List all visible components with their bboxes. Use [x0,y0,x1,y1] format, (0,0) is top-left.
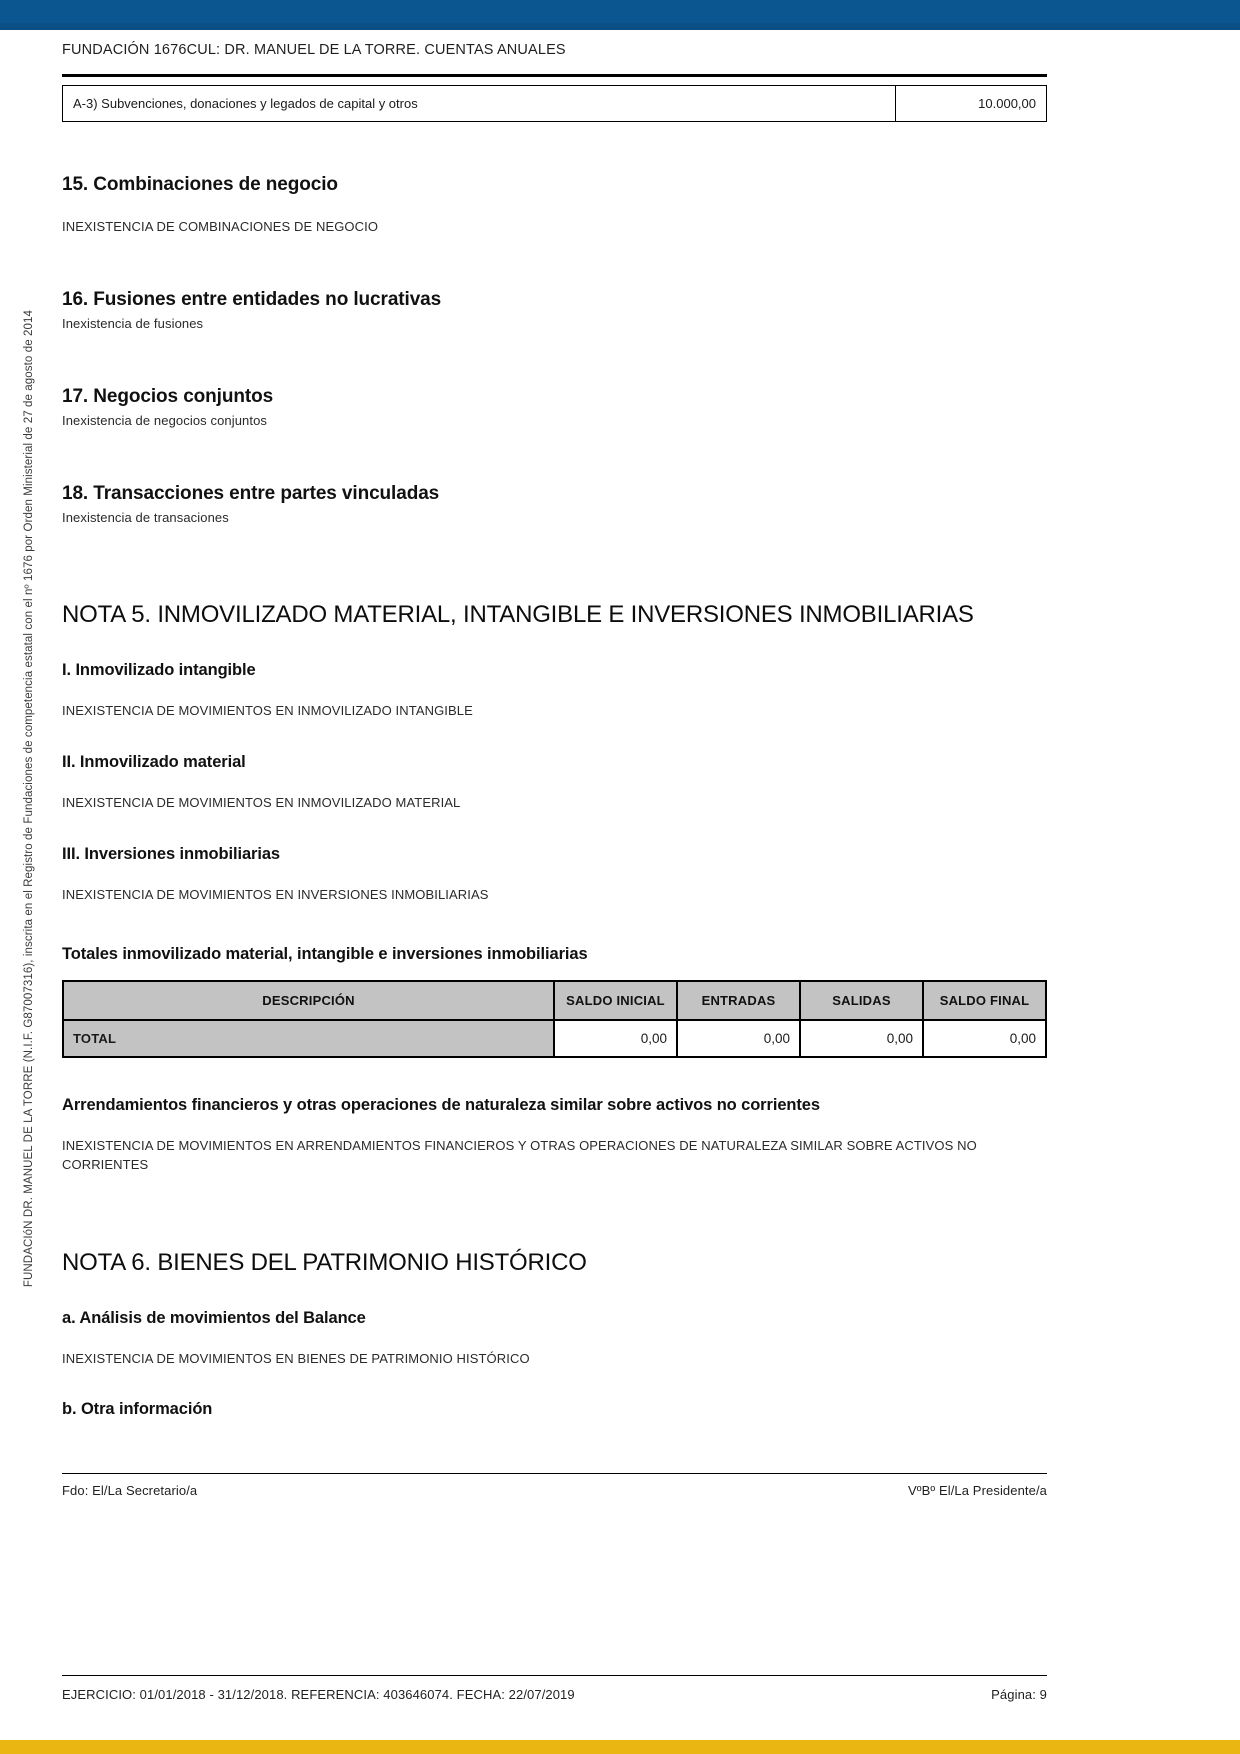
nota5-subheading-iii: III. Inversiones inmobiliarias [62,845,280,864]
header-divider [62,74,1047,77]
sidebar-legal-notice [18,310,40,1300]
section-heading-17: 17. Negocios conjuntos [62,385,274,407]
nota5-subheading-i: I. Inmovilizado intangible [62,661,256,680]
top-accent-bar [0,0,1240,23]
totales-table [62,980,1047,1058]
section-heading-16: 16. Fusiones entre entidades no lucrativas [62,288,442,310]
signature-secretary: Fdo: El/La Secretario/a [62,1483,198,1499]
section-heading-15: 15. Combinaciones de negocio [62,174,338,195]
nota6-subheading-b: b. Otra información [62,1400,213,1419]
sidebar-legal-text: FUNDACIóN DR. MANUEL DE LA TORRE (N.I.F. G87007316), inscrita en el Registro de Fundaciones de competencia estatal con el nº 1676 por Orden Ministerial de 27 de agosto de 2014 [23,310,35,1288]
column-header-salidas: SALIDAS [800,981,923,1020]
cell-saldo-final: 0,00 [923,1020,1046,1057]
arrendamientos-heading: Arrendamientos financieros y otras operaciones de naturaleza similar sobre activos no corrientes [62,1095,820,1114]
cell-salidas: 0,00 [800,1020,923,1057]
cell-saldo-inicial: 0,00 [554,1020,677,1057]
top-accent-bar-secondary [0,23,1240,30]
nota6-subheading-a: a. Análisis de movimientos del Balance [62,1308,366,1327]
section-body-15: INEXISTENCIA DE COMBINACIONES DE NEGOCIO [62,219,379,234]
nota6-title: NOTA 6. BIENES DEL PATRIMONIO HISTÓRICO [62,1248,587,1276]
nota6-body-a: INEXISTENCIA DE MOVIMIENTOS EN BIENES DE PATRIMONIO HISTÓRICO [62,1350,530,1366]
column-header-saldo-final: SALDO FINAL [923,981,1046,1020]
column-header-descripcion: DESCRIPCIÓN [63,981,554,1020]
nota5-subheading-ii: II. Inmovilizado material [62,753,246,772]
footer-exercise-info: EJERCICIO: 01/01/2018 - 31/12/2018. REFERENCIA: 403646074. FECHA: 22/07/2019 [62,1687,575,1702]
cell-entradas: 0,00 [677,1020,800,1057]
footer-row [62,1676,1047,1702]
section-heading-18: 18. Transacciones entre partes vinculadas [62,482,440,504]
nota5-body-iii: INEXISTENCIA DE MOVIMIENTOS EN INVERSIONES INMOBILIARIAS [62,887,489,903]
nota5-title: NOTA 5. INMOVILIZADO MATERIAL, INTANGIBLE E INVERSIONES INMOBILIARIAS [62,601,974,629]
column-header-saldo-inicial: SALDO INICIAL [554,981,677,1020]
subvenciones-label: A-3) Subvenciones, donaciones y legados de capital y otros [63,86,896,122]
arrendamientos-body: INEXISTENCIA DE MOVIMIENTOS EN ARRENDAMIENTOS FINANCIEROS Y OTRAS OPERACIONES DE NATURALEZA SIMILAR SOBRE ACTIVOS NO CORRIENTES [62,1137,977,1172]
bottom-accent-bar [0,1740,1240,1754]
table-header-row [63,981,1046,1020]
row-label-total: TOTAL [63,1020,554,1057]
page-title: FUNDACIÓN 1676CUL: DR. MANUEL DE LA TORRE. CUENTAS ANUALES [62,42,566,58]
nota5-body-i: INEXISTENCIA DE MOVIMIENTOS EN INMOVILIZADO INTANGIBLE [62,703,473,719]
table-row [63,86,1047,122]
document-content [62,42,1047,1498]
totales-heading: Totales inmovilizado material, intangible e inversiones inmobiliarias [62,944,588,963]
section-body-16: Inexistencia de fusiones [62,315,204,331]
signature-row [62,1474,1047,1498]
footer-page-number: Página: 9 [991,1687,1047,1702]
signature-president: VºBº El/La Presidente/a [908,1483,1047,1499]
page-footer [62,1675,1047,1702]
subvenciones-value: 10.000,00 [896,86,1047,122]
subvenciones-table [62,85,1047,122]
section-body-18: Inexistencia de transaciones [62,509,229,525]
column-header-entradas: ENTRADAS [677,981,800,1020]
nota5-body-ii: INEXISTENCIA DE MOVIMIENTOS EN INMOVILIZADO MATERIAL [62,795,461,811]
table-row [63,1020,1046,1057]
section-body-17: Inexistencia de negocios conjuntos [62,412,268,428]
